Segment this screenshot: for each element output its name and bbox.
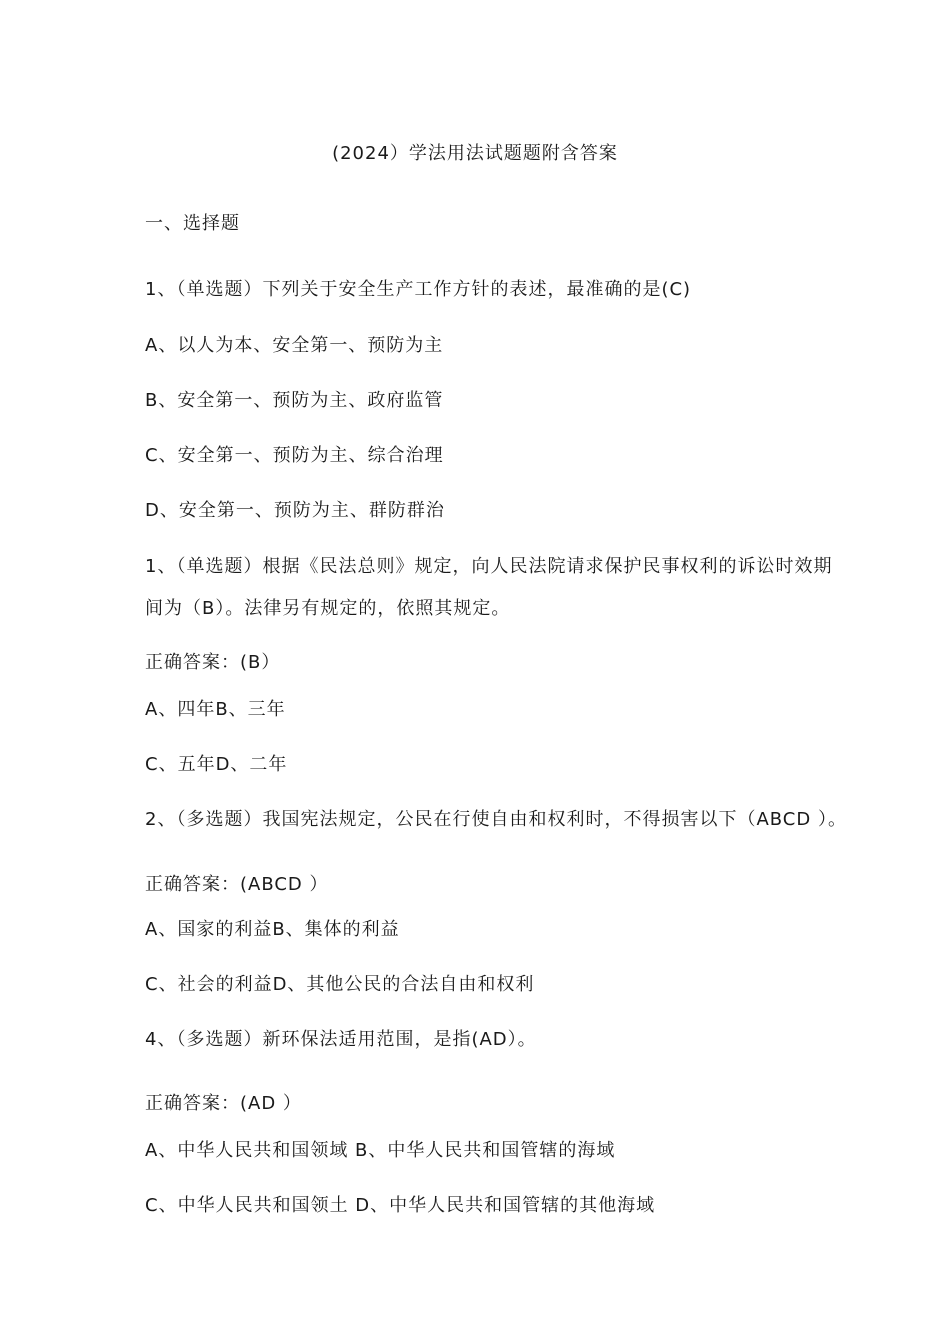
document-title: (2024）学法用法试题题附含答案: [332, 143, 618, 164]
question-2-stem-line1: 1、（单选题）根据《民法总则》规定，向人民法院请求保护民事权利的诉讼时效期: [145, 556, 833, 577]
question-4-options-ab: A、中华人民共和国领域 B、中华人民共和国管辖的海域: [145, 1140, 616, 1161]
question-1-option-c: C、安全第一、预防为主、综合治理: [145, 445, 444, 466]
question-4-answer: 正确答案：(AD ）: [145, 1093, 302, 1114]
question-1-option-b: B、安全第一、预防为主、政府监管: [145, 390, 444, 411]
question-3-stem: 2、（多选题）我国宪法规定，公民在行使自由和权利时，不得损害以下（ABCD ）。: [145, 809, 847, 830]
question-4-options-cd: C、中华人民共和国领土 D、中华人民共和国管辖的其他海域: [145, 1195, 656, 1216]
question-4-stem: 4、（多选题）新环保法适用范围，是指(AD）。: [145, 1029, 537, 1050]
question-3-answer: 正确答案：(ABCD ）: [145, 874, 329, 895]
question-3-options-ab: A、国家的利益B、集体的利益: [145, 919, 400, 940]
question-1-option-d: D、安全第一、预防为主、群防群治: [145, 500, 445, 521]
question-3-options-cd: C、社会的利益D、其他公民的合法自由和权利: [145, 974, 535, 995]
question-2-options-cd: C、五年D、二年: [145, 754, 288, 775]
question-2-stem-line2: 间为（B）。法律另有规定的，依照其规定。: [145, 598, 511, 619]
section-heading: 一、选择题: [145, 213, 240, 234]
question-2-answer: 正确答案：(B）: [145, 652, 281, 673]
question-2-options-ab: A、四年B、三年: [145, 699, 286, 720]
question-1-stem: 1、（单选题）下列关于安全生产工作方针的表述，最准确的是(C): [145, 279, 692, 300]
question-1-option-a: A、以人为本、安全第一、预防为主: [145, 335, 444, 356]
